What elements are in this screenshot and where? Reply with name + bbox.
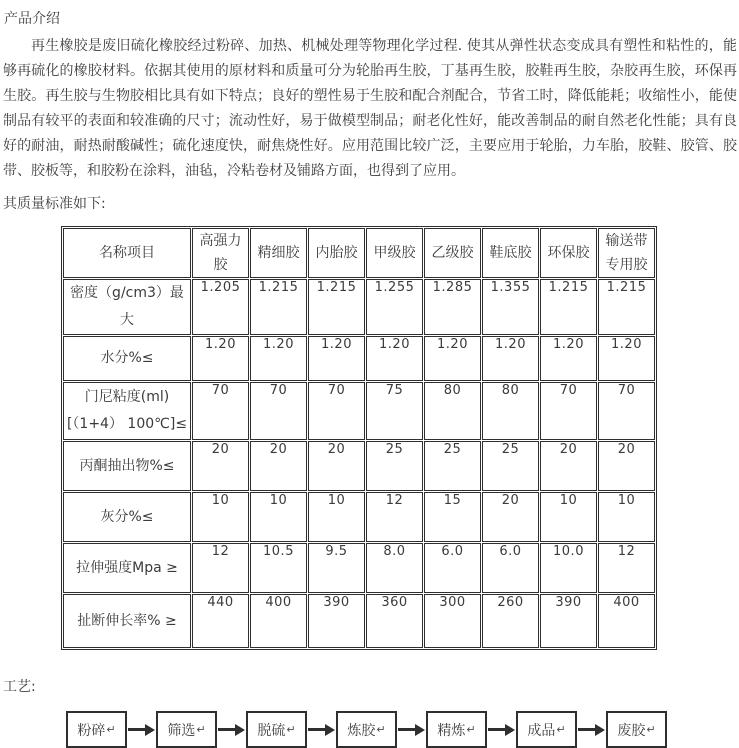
value-cell: 20 [598,441,655,491]
value-cell: 70 [308,382,365,440]
arrow-shaft [218,728,235,731]
value-cell: 1.285 [424,279,481,335]
value-cell: 6.0 [424,543,481,593]
value-cell: 75 [366,382,423,440]
value-cell: 440 [192,594,249,648]
table-row [63,279,655,335]
flow-arrow-icon [398,724,425,736]
table-row [63,382,655,440]
value-cell: 80 [482,382,539,440]
value-cell: 1.20 [598,336,655,381]
value-cell: 25 [424,441,481,491]
standards-label: 其质量标准如下: [3,196,106,212]
header-cell: 高强力胶 [192,228,249,278]
flow-arrow-icon [308,724,335,736]
arrow-head [325,724,335,736]
row-label-cell: 密度（g/cm3）最大 [63,279,191,335]
value-cell: 1.20 [424,336,481,381]
value-cell: 15 [424,492,481,542]
flow-step-box [516,711,577,748]
arrow-head [505,724,515,736]
table-row [63,441,655,491]
value-cell: 390 [308,594,365,648]
header-cell: 甲级胶 [366,228,423,278]
row-label-cell: 水分%≤ [63,336,191,381]
flow-arrow-icon [218,724,245,736]
return-mark-icon: ↵ [286,723,296,736]
value-cell: 25 [366,441,423,491]
flow-step-label: 粉碎 [77,722,106,739]
value-cell: 80 [424,382,481,440]
arrow-shaft [578,728,595,731]
value-cell: 10.5 [250,543,307,593]
value-cell: 70 [540,382,597,440]
arrow-shaft [488,728,505,731]
value-cell: 390 [540,594,597,648]
value-cell: 20 [540,441,597,491]
header-cell-item-name: 名称项目 [63,228,191,278]
table-row [63,594,655,648]
row-label-cell: 灰分%≤ [63,492,191,542]
row-label-cell: 丙酮抽出物%≤ [63,441,191,491]
value-cell: 10 [192,492,249,542]
row-label-cell: 拉伸强度Mpa ≥ [63,543,191,593]
flow-step-box [606,711,667,748]
value-cell: 20 [192,441,249,491]
value-cell: 20 [250,441,307,491]
flow-step-label: 脱硫 [257,722,286,739]
return-mark-icon: ↵ [196,723,206,736]
process-label: 工艺: [3,679,36,695]
row-label-cell: 门尼粘度(ml)[（1+4） 100℃]≤ [63,382,191,440]
value-cell: 400 [250,594,307,648]
value-cell: 70 [598,382,655,440]
arrow-head [595,724,605,736]
flow-arrow-icon [488,724,515,736]
table-header-row [63,228,655,278]
value-cell: 1.255 [366,279,423,335]
header-cell: 鞋底胶 [482,228,539,278]
table-row [63,336,655,381]
value-cell: 1.215 [250,279,307,335]
value-cell: 1.20 [192,336,249,381]
value-cell: 12 [598,543,655,593]
flow-step-label: 成品 [527,722,556,739]
value-cell: 10 [540,492,597,542]
row-label-cell: 扯断伸长率% ≥ [63,594,191,648]
value-cell: 10.0 [540,543,597,593]
value-cell: 1.20 [366,336,423,381]
value-cell: 400 [598,594,655,648]
flow-arrow-icon [578,724,605,736]
table-row [63,543,655,593]
value-cell: 10 [598,492,655,542]
return-mark-icon: ↵ [466,723,476,736]
flow-step-box [426,711,487,748]
value-cell: 6.0 [482,543,539,593]
arrow-head [145,724,155,736]
value-cell: 1.355 [482,279,539,335]
value-cell: 12 [366,492,423,542]
value-cell: 1.20 [308,336,365,381]
arrow-shaft [398,728,415,731]
page-title: 产品介绍 [4,11,60,27]
arrow-shaft [128,728,145,731]
value-cell: 1.215 [308,279,365,335]
value-cell: 12 [192,543,249,593]
intro-paragraph: 再生橡胶是废旧硫化橡胶经过粉碎、加热、机械处理等物理化学过程. 使其从弹性状态变成具有塑性和粘性的，能够再硫化的橡胶材料。依据其使用的原材料和质量可分为轮胎再生胶，丁基再生胶，胶鞋再生胶，杂胶再生胶，环保再生胶。再生胶与生物胶相比具有如下特点；良好的塑性易于生胶和配合剂配合，节省工时，降低能耗；收缩性小，能使制品有较平的表面和较准确的尺寸；流动性好，易于做模型制品；耐老化性好，能改善制品的耐自然老化性能；具有良好的耐油，耐热耐酸碱性；硫化速度快，耐焦烧性好。应用范围比较广泛，主要应用于轮胎，力车胎，胶鞋、胶管、胶带、胶板等，和胶粉在涂料，油毡，冷粘卷材及铺路方面，也得到了应用。 [3,38,737,179]
table-row [63,492,655,542]
value-cell: 20 [482,492,539,542]
flow-step-label: 炼胶 [347,722,376,739]
value-cell: 25 [482,441,539,491]
header-cell: 环保胶 [540,228,597,278]
value-cell: 70 [250,382,307,440]
value-cell: 1.20 [250,336,307,381]
value-cell: 300 [424,594,481,648]
header-cell: 输送带专用胶 [598,228,655,278]
return-mark-icon: ↵ [556,723,566,736]
arrow-shaft [308,728,325,731]
value-cell: 70 [192,382,249,440]
return-mark-icon: ↵ [376,723,386,736]
value-cell: 10 [250,492,307,542]
flow-step-box [336,711,397,748]
arrow-head [415,724,425,736]
value-cell: 1.205 [192,279,249,335]
value-cell: 260 [482,594,539,648]
quality-standards-table [61,226,657,650]
value-cell: 1.215 [598,279,655,335]
value-cell: 1.20 [482,336,539,381]
flow-arrow-icon [128,724,155,736]
flow-step-label: 精炼 [437,722,466,739]
quality-table-body [63,228,655,648]
return-mark-icon: ↵ [106,723,116,736]
process-flow-diagram [66,711,739,748]
value-cell: 9.5 [308,543,365,593]
value-cell: 1.215 [540,279,597,335]
return-mark-icon: ↵ [646,723,656,736]
value-cell: 8.0 [366,543,423,593]
flow-step-box [156,711,217,748]
value-cell: 10 [308,492,365,542]
value-cell: 1.20 [540,336,597,381]
flow-step-box [66,711,127,748]
header-cell: 精细胶 [250,228,307,278]
value-cell: 360 [366,594,423,648]
flow-step-label: 筛选 [167,722,196,739]
header-cell: 内胎胶 [308,228,365,278]
header-cell: 乙级胶 [424,228,481,278]
value-cell: 20 [308,441,365,491]
flow-step-label: 废胶 [617,722,646,739]
flow-step-box [246,711,307,748]
arrow-head [235,724,245,736]
